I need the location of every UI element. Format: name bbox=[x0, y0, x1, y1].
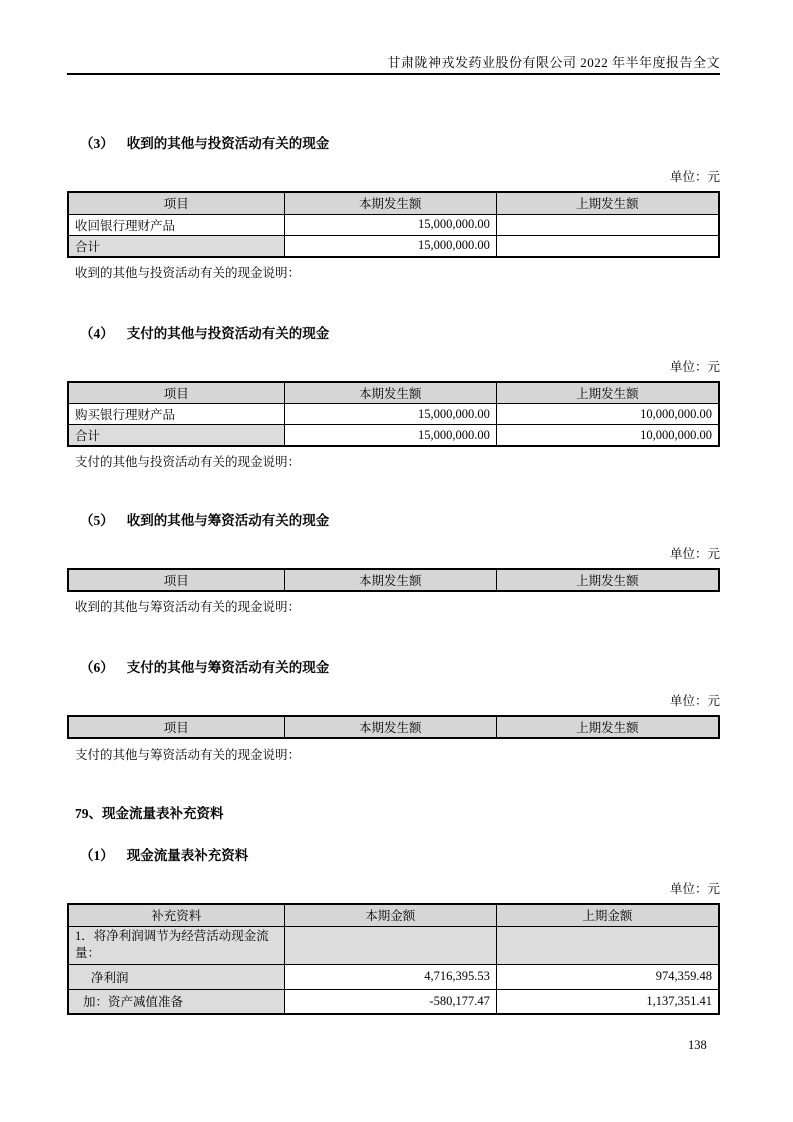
table-header-prior: 上期发生额 bbox=[496, 382, 719, 404]
section-4-note: 支付的其他与投资活动有关的现金说明： bbox=[75, 455, 301, 469]
prior-cell: 974,359.48 bbox=[496, 964, 719, 989]
section-4-title: 支付的其他与投资活动有关的现金 bbox=[126, 325, 330, 341]
prior-cell: 1,137,351.41 bbox=[496, 989, 719, 1014]
section-6-title: 支付的其他与筹资活动有关的现金 bbox=[126, 660, 330, 675]
table-header-row bbox=[68, 569, 719, 591]
supplementary-table bbox=[67, 903, 720, 1015]
report-header-title: 甘肃陇神戎发药业股份有限公司 2022 年半年度报告全文 bbox=[387, 55, 720, 70]
prior-cell: 10,000,000.00 bbox=[496, 425, 719, 447]
table-header-current: 本期发生额 bbox=[284, 716, 496, 738]
section-5-title: 收到的其他与筹资活动有关的现金 bbox=[126, 513, 330, 528]
table-header-item: 项目 bbox=[68, 716, 284, 738]
section-79-heading: 79、现金流量表补充资料 bbox=[75, 806, 224, 821]
prior-cell: 10,000,000.00 bbox=[496, 404, 719, 425]
table-header-item: 项目 bbox=[68, 192, 284, 214]
prior-cell bbox=[496, 235, 719, 257]
current-cell: 15,000,000.00 bbox=[284, 404, 496, 425]
section-3-unit-label: 单位：元 bbox=[669, 170, 720, 184]
table-row bbox=[68, 214, 719, 235]
section-79-1-unit-label: 单位：元 bbox=[669, 882, 720, 896]
table-header-row bbox=[68, 192, 719, 214]
section-6-heading bbox=[67, 659, 720, 677]
section-3-number: （3） bbox=[80, 136, 114, 151]
table-header-prior: 上期金额 bbox=[496, 904, 719, 926]
table-header-row bbox=[68, 716, 719, 738]
table-header-row bbox=[68, 382, 719, 404]
section-3-table bbox=[67, 191, 720, 258]
table-row bbox=[68, 964, 719, 989]
section-79-1-heading bbox=[67, 847, 720, 865]
table-header-item: 项目 bbox=[68, 382, 284, 404]
item-cell: 加：资产减值准备 bbox=[68, 989, 284, 1014]
section-4-table bbox=[67, 381, 720, 448]
item-cell: 购买银行理财产品 bbox=[68, 404, 284, 425]
section-79-1-number: （1） bbox=[80, 848, 114, 863]
section-79-1-title: 现金流量表补充资料 bbox=[126, 848, 249, 863]
table-header-prior: 上期发生额 bbox=[496, 569, 719, 591]
table-row-total bbox=[68, 425, 719, 447]
current-cell: 15,000,000.00 bbox=[284, 235, 496, 257]
table-header-item: 项目 bbox=[68, 569, 284, 591]
prior-cell bbox=[496, 214, 719, 235]
section-6-note: 支付的其他与筹资活动有关的现金说明： bbox=[75, 748, 301, 762]
section-5-heading bbox=[67, 512, 720, 530]
table-row-total bbox=[68, 235, 719, 257]
table-header-prior: 上期发生额 bbox=[496, 716, 719, 738]
table-header-current: 本期发生额 bbox=[284, 569, 496, 591]
section-4-heading bbox=[67, 325, 720, 343]
current-cell: -580,177.47 bbox=[284, 989, 496, 1014]
item-cell: 净利润 bbox=[68, 964, 284, 989]
prior-cell bbox=[496, 926, 719, 964]
table-header-prior: 上期发生额 bbox=[496, 192, 719, 214]
item-cell: 1．将净利润调节为经营活动现金流量： bbox=[68, 926, 284, 964]
report-header bbox=[67, 0, 720, 75]
section-6-number: （6） bbox=[80, 660, 114, 675]
item-cell: 收回银行理财产品 bbox=[68, 214, 284, 235]
section-3-note: 收到的其他与投资活动有关的现金说明： bbox=[75, 265, 301, 280]
table-header-current: 本期发生额 bbox=[284, 192, 496, 214]
table-row bbox=[68, 404, 719, 425]
table-header-item: 补充资料 bbox=[68, 904, 284, 926]
section-6-table bbox=[67, 715, 720, 739]
current-cell bbox=[284, 926, 496, 964]
current-cell: 15,000,000.00 bbox=[284, 214, 496, 235]
section-5-number: （5） bbox=[80, 513, 114, 528]
section-3-heading bbox=[67, 135, 720, 153]
section-4-unit-label: 单位：元 bbox=[669, 359, 720, 374]
table-header-current: 本期发生额 bbox=[284, 382, 496, 404]
table-header-row bbox=[68, 904, 719, 926]
table-row-group bbox=[68, 926, 719, 964]
table-header-current: 本期金额 bbox=[284, 904, 496, 926]
section-5-note: 收到的其他与筹资活动有关的现金说明： bbox=[75, 600, 301, 614]
page-content bbox=[67, 0, 720, 1015]
section-5-unit-label: 单位：元 bbox=[669, 547, 720, 561]
page-number: 138 bbox=[688, 1038, 707, 1052]
current-cell: 15,000,000.00 bbox=[284, 425, 496, 447]
section-4-number: （4） bbox=[80, 325, 114, 341]
item-cell: 合计 bbox=[68, 235, 284, 257]
section-5-table bbox=[67, 568, 720, 592]
table-row bbox=[68, 989, 719, 1014]
item-cell: 合计 bbox=[68, 425, 284, 447]
current-cell: 4,716,395.53 bbox=[284, 964, 496, 989]
section-6-unit-label: 单位：元 bbox=[669, 694, 720, 708]
section-3-title: 收到的其他与投资活动有关的现金 bbox=[126, 136, 330, 151]
